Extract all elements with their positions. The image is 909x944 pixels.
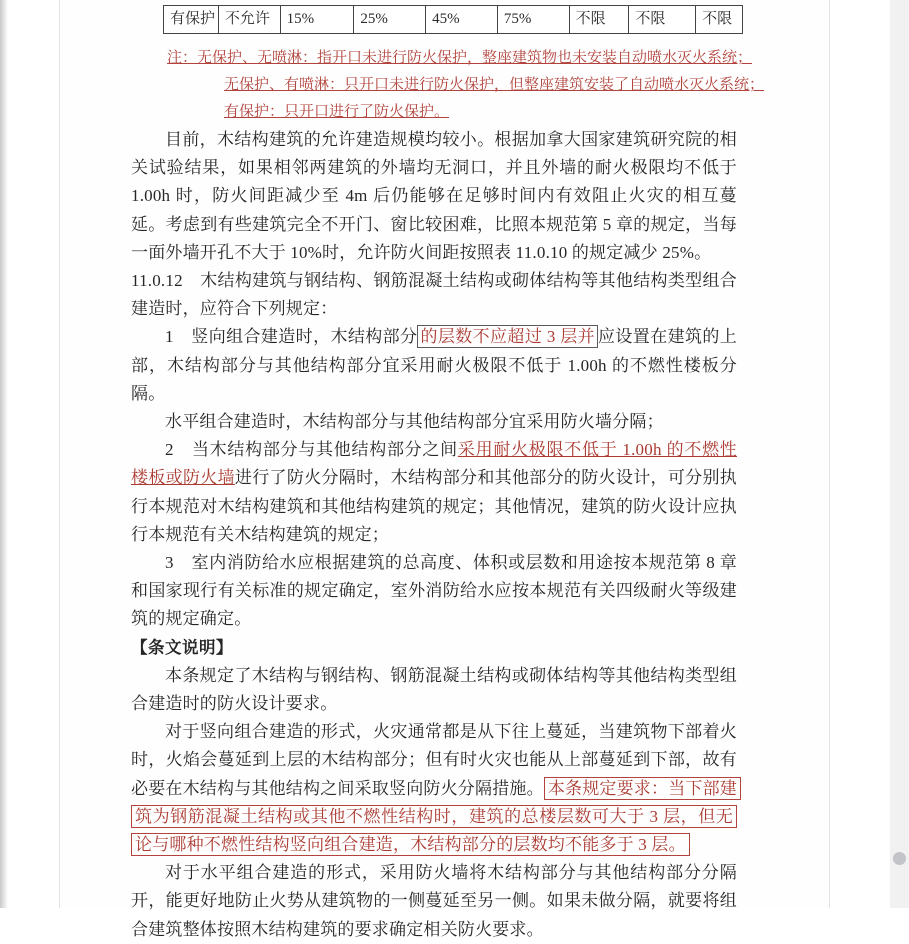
item2-text: 2 当木结构部分与其他结构部分之间: [165, 440, 458, 460]
note-line-1: [167, 45, 829, 72]
table-cell: 有保护: [164, 6, 219, 33]
clause-item-2: [131, 436, 737, 549]
table-cell: 不限: [570, 6, 630, 33]
clause-item-3: 3 室内消防给水应根据建筑的总高度、体积或层数和用途按本规范第 8 章和国家现行有关标准的规定确定，室外消防给水应按本规范有关四级耐火等级建筑的规定确定。: [131, 553, 737, 629]
note-text: 无保护、无喷淋：指开口未进行防火保护，整座建筑物也未安装自动喷水灭火系统；: [197, 50, 753, 66]
commentary2-text: 对于竖向组合建造的形式，火灾通常都是从下往上蔓延，当建筑物下部着火时，火焰会蔓延到上层的木结构部分；但有时火灾也能从上部蔓延到下部，故有必要在木结构与其他结构之间采取竖向防火分隔措施。: [131, 722, 737, 798]
page-edge-shadow: [0, 0, 8, 908]
note-text: 有保护：只开口进行了防火保护。: [224, 104, 450, 120]
scrollbar-thumb[interactable]: [893, 852, 906, 865]
clause-item-1: [131, 323, 737, 408]
table-cell: 不允许: [219, 6, 281, 33]
table-cell: 15%: [281, 6, 355, 33]
clause-11-0-12: 11.0.12 木结构建筑与钢结构、钢筋混凝土结构或砌体结构等其他结构类型组合建造时，应符合下列规定：: [131, 271, 737, 319]
table-cell: 25%: [354, 6, 426, 33]
note-line-3: [224, 99, 829, 126]
item1-highlight-boxed: 的层数不应超过 3 层并: [417, 325, 598, 348]
commentary-paragraph-1: 本条规定了木结构与钢结构、钢筋混凝土结构或砌体结构等其他结构类型组合建造时的防火设计要求。: [131, 665, 737, 714]
clause-item-1b: 水平组合建造时，木结构部分与其他结构部分宜采用防火墙分隔；: [165, 412, 664, 432]
table-cell: 45%: [426, 6, 498, 33]
item1-text: 1 竖向组合建造时，木结构部分: [165, 327, 418, 347]
fire-protection-table-row: [163, 5, 743, 34]
commentary-paragraph-3: 对于水平组合建造的形式，采用防火墙将木结构部分与其他结构部分分隔开，能更好地防止火势从建筑物的一侧蔓延至另一侧。如果未做分隔，就要将组合建筑整体按照木结构建筑的要求确定相关防火要求。: [131, 863, 737, 939]
commentary-heading: 【条文说明】: [131, 638, 233, 657]
document-page: [59, 0, 830, 939]
table-cell: 不限: [702, 11, 733, 27]
paragraph-intro: 目前，木结构建筑的允许建造规模均较小。根据加拿大国家建筑研究院的相关试验结果，如果相邻两建筑的外墙均无洞口，并且外墙的耐火极限均不低于 1.00h 时，防火间距减少至 4m 后仍能够在足够时间内有效阻止火灾的相互蔓延。考虑到有些建筑完全不开门、窗比较困难，比照本规范第 5 章的规定，当每一面外墙开孔不大于 10%时，允许防火间距按照表 11.0.10 的规定减少 25%。: [131, 130, 737, 262]
note-prefix: 注：: [167, 50, 198, 66]
table-cell: 不限: [629, 6, 696, 33]
note-line-2: [224, 72, 829, 99]
table-cell: 75%: [498, 6, 570, 33]
commentary2-highlight-boxed: 本条规定要求：当下部建筑为钢筋混凝土结构或其他不燃性结构时，建筑的总楼层数可大于 3 层，但无论与哪种不燃性结构竖向组合建造，木结构部分的层数均不能多于 3 层。: [131, 777, 741, 856]
item1-text: 应设置在建筑的上部，木结构部分与其他结构部分宜采用耐火极限不低于 1.00h 的不燃性楼板分隔。: [131, 327, 737, 403]
note-text: 无保护、有喷淋：只开口未进行防火保护，但整座建筑安装了自动喷水灭火系统；: [224, 77, 765, 93]
commentary-paragraph-2: [131, 718, 737, 859]
item2-text: 进行了防火分隔时，木结构部分和其他部分的防火设计，可分别执行本规范对木结构建筑和其他结构建筑的规定；其他情况，建筑的防火设计应执行本规范有关木结构建筑的规定；: [131, 468, 737, 544]
table-notes: [167, 45, 829, 126]
scrollbar-track[interactable]: [890, 0, 909, 908]
document-body: [131, 126, 737, 944]
item2-highlight-underlined: 采用耐火极限不低于 1.00h 的不燃性楼板或防火墙: [131, 440, 738, 488]
